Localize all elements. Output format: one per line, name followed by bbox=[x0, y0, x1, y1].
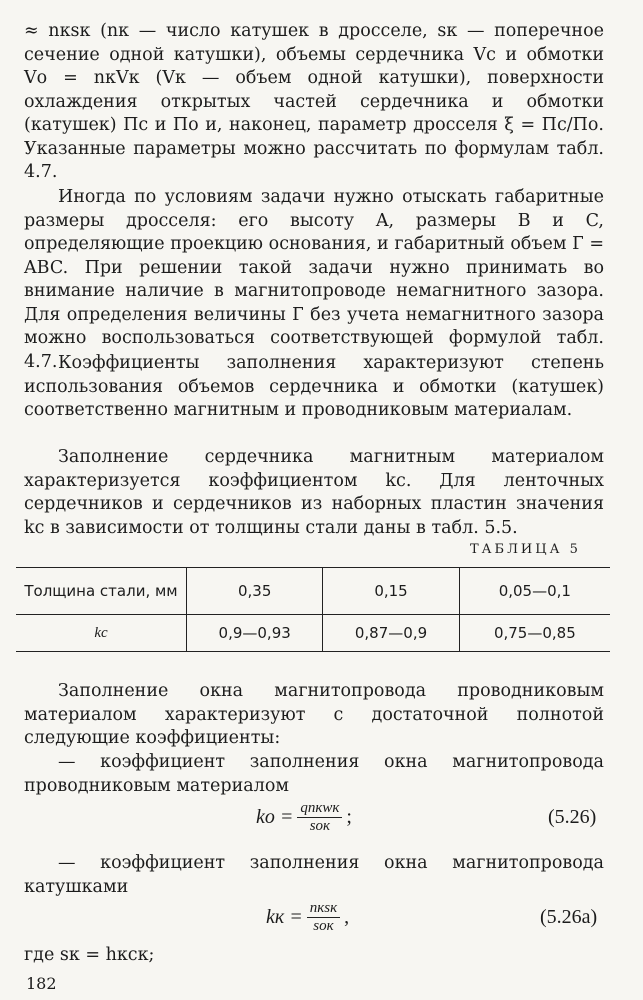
paragraph-3: Коэффициенты заполнения характеризуют степень использования объемов сердечника и обмотки (катушек) соответственно магнитным и проводниковым материалам. bbox=[24, 353, 604, 420]
numerator: nкsк bbox=[307, 900, 340, 918]
table-cell: 0,87—0,9 bbox=[323, 615, 459, 652]
table-cell: 0,05—0,1 bbox=[459, 568, 610, 615]
where-clause: где sк = hкcк; bbox=[24, 945, 155, 965]
denominator: sок bbox=[309, 818, 331, 834]
fraction bbox=[307, 900, 340, 935]
table-header-cell: Толщина стали, мм bbox=[16, 568, 187, 615]
numerator: qnкwк bbox=[297, 800, 342, 818]
table-row bbox=[16, 568, 610, 615]
formula-tail: , bbox=[344, 906, 350, 928]
equation-number: (5.26) bbox=[548, 806, 597, 828]
table-row bbox=[16, 615, 610, 652]
table-header-cell: kс bbox=[16, 615, 187, 652]
formula-5-26 bbox=[256, 800, 352, 835]
formula-tail: ; bbox=[346, 806, 352, 828]
formula-lhs: kк = bbox=[266, 906, 303, 928]
paragraph-1: ≈ nкsк (nк — число катушек в дросселе, sк — поперечное сечение одной катушки), объемы сердечника Vс и обмотки Vо = nкVк (Vк — объем одной катушки), поверхности охлаждения открытых частей сердечника и обмотки (катушек) Пс и По и, наконец, параметр дросселя ξ = Пс/По. Указанные параметры можно рассчитать по формулам табл. 4.7. bbox=[24, 21, 604, 182]
paragraph-6: — коэффициент заполнения окна магнитопровода проводниковым материалом bbox=[24, 752, 604, 796]
table-cell: 0,75—0,85 bbox=[459, 615, 610, 652]
paragraph-2: Иногда по условиям задачи нужно отыскать габаритные размеры дросселя: его высоту A, размеры B и C, определяющие проекцию основания, и габаритный объем Г = ABC. При решении такой задачи нужно принимать во внимание наличие в магнитопроводе немагнитного зазора. Для определения величины Г без учета немагнитного зазора можно воспользоваться соответствующей формулой табл. 4.7. bbox=[24, 187, 604, 372]
paragraph-5: Заполнение окна магнитопровода проводниковым материалом характеризуют с достаточной полнотой следующие коэффициенты: bbox=[24, 681, 604, 748]
table-cell: 0,15 bbox=[323, 568, 459, 615]
formula-lhs: kо = bbox=[256, 806, 294, 828]
page-number: 182 bbox=[26, 974, 57, 993]
steel-thickness-table bbox=[16, 567, 610, 652]
denominator: sок bbox=[313, 918, 334, 934]
table-cell: 0,35 bbox=[187, 568, 323, 615]
fraction bbox=[297, 800, 342, 835]
paragraph-4: Заполнение сердечника магнитным материалом характеризуется коэффициентом kс. Для ленточных сердечников и сердечников из наборных пластин значения kс в зависимости от толщины стали даны в табл. 5.5. bbox=[24, 447, 604, 538]
paragraph-7: — коэффициент заполнения окна магнитопровода катушками bbox=[24, 853, 604, 897]
formula-5-26a bbox=[266, 900, 349, 935]
table-label: ТАБЛИЦА 5 bbox=[470, 542, 581, 557]
equation-number: (5.26а) bbox=[540, 906, 598, 928]
table-cell: 0,9—0,93 bbox=[187, 615, 323, 652]
